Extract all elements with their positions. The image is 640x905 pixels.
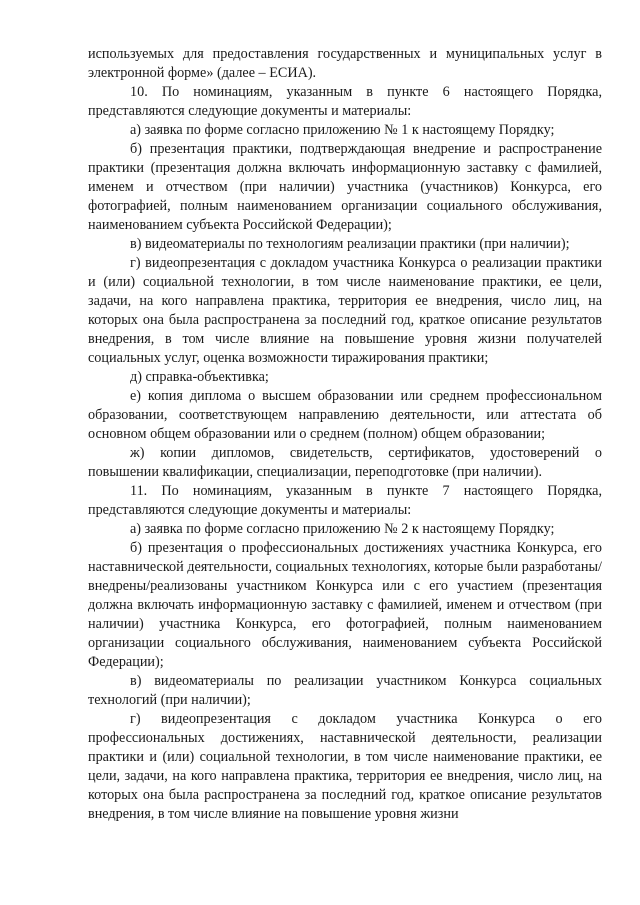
document-page [88, 45, 602, 824]
paragraph-item-10e: е) копия диплома о высшем образовании или среднем профессиональном образовании, соответствующем направлению деятельности, или аттестата об основном общем образовании или о среднем (полном) общем образовании; [88, 388, 602, 442]
paragraph-item-10d: д) справка-объективка; [130, 369, 269, 385]
paragraph-item-11v: в) видеоматериалы по реализации участником Конкурса социальных технологий (при наличии); [88, 673, 602, 708]
paragraph-item-10: 10. По номинациям, указанным в пункте 6 настоящего Порядка, представляются следующие документы и материалы: [88, 84, 602, 119]
paragraph-item-11g: г) видеопрезентация с докладом участника Конкурса о его профессиональных достижениях, наставнической деятельности, реализации практики и (или) социальной технологии, в том числе наименование практики, ее цели, задачи, на кого направлена практика, территория ее внедрения, число лиц, на которых она была распространена за последний год, краткое описание результатов внедрения, в том числе влияние на повышение уровня жизни [88, 711, 602, 822]
paragraph-item-10g: г) видеопрезентация с докладом участника Конкурса о реализации практики и (или) социальной технологии, в том числе наименование практики, ее цели, задачи, на кого направлена практика, территория ее внедрения, число лиц, на которых она была распространена за последний год, краткое описание результатов внедрения, в том числе влияние на повышение уровня жизни получателей социальных услуг, оценка возможности тиражирования практики; [88, 255, 602, 366]
paragraph-item-10v: в) видеоматериалы по технологиям реализации практики (при наличии); [130, 236, 570, 252]
paragraph-item-10a: а) заявка по форме согласно приложению № 1 к настоящему Порядку; [130, 122, 555, 138]
paragraph-item-10b: б) презентация практики, подтверждающая внедрение и распространение практики (презентация должна включать информационную заставку с фамилией, именем и отчеством (при наличии) участника (участников) Конкурса, его фотографией, полным наименованием организации социального обслуживания, наименованием субъекта Российской Федерации); [88, 141, 602, 233]
paragraph-item-11: 11. По номинациям, указанным в пункте 7 настоящего Порядка, представляются следующие документы и материалы: [88, 483, 602, 518]
paragraph-item-11b: б) презентация о профессиональных достижениях участника Конкурса, его наставнической деятельности, социальных технологиях, которые были разработаны/внедрены/реализованы участником Конкурса или с его участием (презентация должна включать информационную заставку с фамилией, именем и отчеством (при наличии) участника Конкурса, его фотографией, полным наименованием организации социального обслуживания, наименованием субъекта Российской Федерации); [88, 540, 602, 670]
paragraph-item-10zh: ж) копии дипломов, свидетельств, сертификатов, удостоверений о повышении квалификации, специализации, переподготовке (при наличии). [88, 445, 602, 480]
paragraph-continuation: используемых для предоставления государственных и муниципальных услуг в электронной форме» (далее – ЕСИА). [88, 46, 602, 81]
paragraph-item-11a: а) заявка по форме согласно приложению № 2 к настоящему Порядку; [130, 521, 555, 537]
